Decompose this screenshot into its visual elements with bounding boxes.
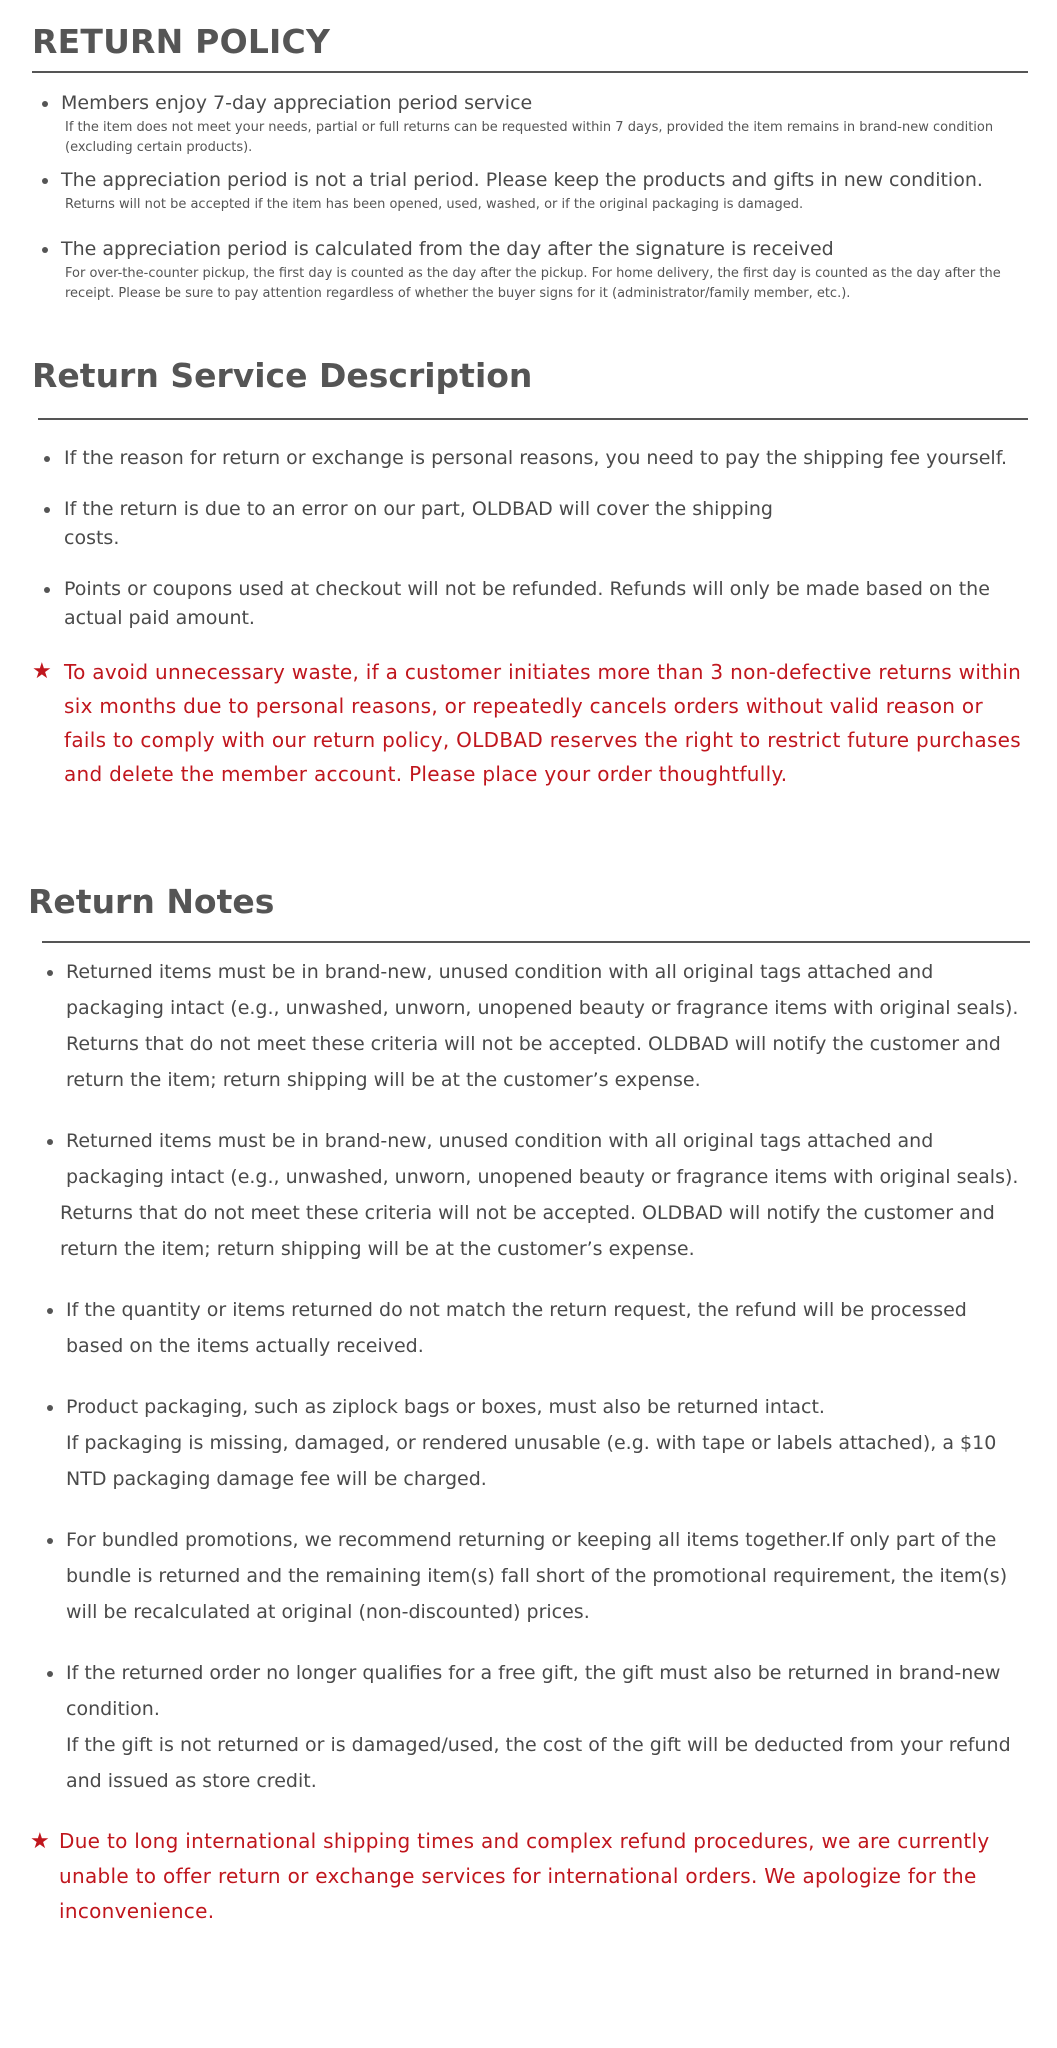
list-item	[28, 1655, 1030, 1799]
service-item-text: If the return is due to an error on our part, OLDBAD will cover the shipping	[64, 498, 773, 520]
service-item-text-cont: costs.	[64, 527, 120, 549]
divider	[32, 71, 1028, 73]
list-item	[32, 495, 1030, 553]
return-policy-section	[32, 22, 1027, 314]
note-item-text: Returned items must be in brand-new, unused condition with all original tags attached and packaging intact (e.g., unwashed, unworn, unopened beauty or fragrance items with original seals).	[66, 961, 1019, 1019]
return-service-title: Return Service Description	[32, 356, 533, 395]
notes-warning	[28, 1824, 1030, 1929]
list-item	[32, 237, 1027, 304]
divider	[42, 941, 1030, 943]
list-item	[28, 954, 1030, 1098]
note-item-text: Product packaging, such as ziplock bags or boxes, must also be returned intact.	[66, 1396, 825, 1418]
service-list	[32, 444, 1030, 633]
policy-list	[32, 91, 1027, 304]
note-item-text: Returned items must be in brand-new, unused condition with all original tags attached and packaging intact (e.g., unwashed, unworn, unopened beauty or fragrance items with original seals).	[66, 1130, 1019, 1188]
return-notes-section	[28, 882, 1030, 1929]
list-item	[28, 1389, 1030, 1497]
note-item-text: If the quantity or items returned do not match the return request, the refund will be processed based on the items actually received.	[66, 1299, 967, 1357]
note-item-text: If the returned order no longer qualifies for a free gift, the gift must also be returned in brand-new condition.	[66, 1662, 1001, 1720]
policy-item-text: The appreciation period is calculated from the day after the signature is received	[61, 238, 834, 260]
policy-item-text: Members enjoy 7-day appreciation period service	[61, 92, 533, 114]
list-item	[28, 1123, 1030, 1267]
policy-item-text: The appreciation period is not a trial period. Please keep the products and gifts in new condition.	[61, 169, 983, 191]
return-notes-title: Return Notes	[28, 882, 275, 921]
list-item: Points or coupons used at checkout will not be refunded. Refunds will only be made based on the actual paid amount.	[32, 575, 1030, 633]
list-item: If the reason for return or exchange is personal reasons, you need to pay the shipping fee yourself.	[32, 444, 1030, 473]
star-icon: ★	[30, 1829, 51, 1854]
notes-list	[28, 954, 1030, 1799]
divider	[38, 418, 1028, 420]
policy-item-note: If the item does not meet your needs, partial or full returns can be requested within 7 days, provided the item remains in brand-new condition (excluding certain products).	[65, 120, 994, 155]
service-warning-text: To avoid unnecessary waste, if a customer initiates more than 3 non-defective returns within six months due to personal reasons, or repeatedly cancels orders without valid reason or fails to comply with our return policy, OLDBAD reserves the right to restrict future purchases and delete the member account. Please place your order thoughtfully.	[64, 660, 1022, 786]
list-item	[28, 1522, 1030, 1630]
note-item-detail: Returns that do not meet these criteria will not be accepted. OLDBAD will notify the customer and return the item; return shipping will be at the customer’s expense.	[60, 1202, 995, 1260]
list-item	[32, 91, 1027, 158]
list-item	[32, 168, 1027, 215]
notes-warning-text: Due to long international shipping times and complex refund procedures, we are currently unable to offer return or exchange services for international orders. We apologize for the inconvenience.	[59, 1829, 990, 1923]
return-policy-title: RETURN POLICY	[32, 22, 331, 61]
service-warning	[32, 655, 1030, 791]
note-item-detail: If packaging is missing, damaged, or rendered unusable (e.g. with tape or labels attached), a $10 NTD packaging damage fee will be charged.	[66, 1432, 997, 1490]
star-icon: ★	[32, 659, 53, 684]
list-item	[28, 1292, 1030, 1364]
policy-item-note: For over-the-counter pickup, the first day is counted as the day after the pickup. For home delivery, the first day is counted as the day after the receipt. Please be sure to pay attention regardless of whether the buyer signs for it (administrator/family member, etc.).	[65, 266, 1001, 301]
note-item-text: For bundled promotions, we recommend returning or keeping all items together.If only part of the bundle is returned and the remaining item(s) fall short of the promotional requirement, the item(s) will be recalculated at original (non-discounted) prices.	[66, 1529, 1008, 1623]
policy-item-note: Returns will not be accepted if the item has been opened, used, washed, or if the original packaging is damaged.	[65, 197, 804, 212]
return-service-section	[32, 356, 1030, 791]
note-item-detail: If the gift is not returned or is damaged/used, the cost of the gift will be deducted from your refund and issued as store credit.	[66, 1734, 1011, 1792]
note-item-detail: Returns that do not meet these criteria will not be accepted. OLDBAD will notify the customer and return the item; return shipping will be at the customer’s expense.	[66, 1033, 1001, 1091]
